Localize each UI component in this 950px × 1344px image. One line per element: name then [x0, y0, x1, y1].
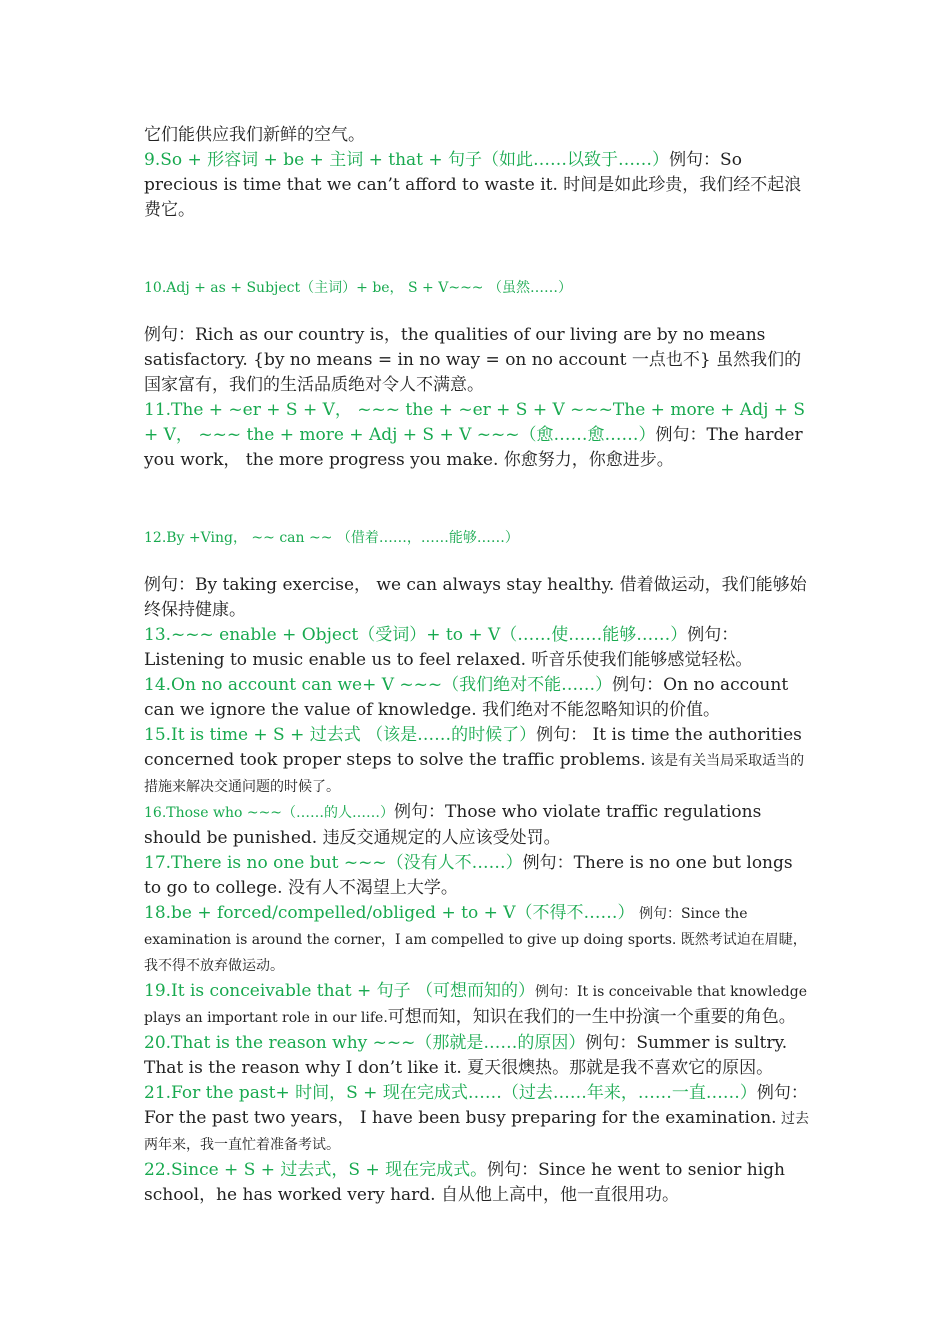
sentence-pattern-12-example: 例句：By taking exercise， we can always stay healthy. 借着做运动，我们能够始终保持健康。 — [144, 575, 807, 620]
sentence-pattern-10-formula: 10.Adj + as + Subject（主词）+ be， S + V~~~ （虽然……） — [144, 280, 572, 296]
sentence-pattern-15 — [144, 723, 814, 800]
pattern-formula: 15.It is time + S + 过去式 （该是……的时候了） — [144, 725, 537, 745]
pattern-formula: 22.Since + S + 过去式，S + 现在完成式。 — [144, 1160, 488, 1180]
pattern-translation: 该是有关当局采取适当的措施来解决交通问题的时候了。 — [144, 753, 805, 795]
intro-line: 它们能供应我们新鲜的空气。 — [144, 125, 365, 145]
pattern-example: 例句：For the past two years， I have been busy preparing for the examination. — [144, 1083, 808, 1128]
sentence-pattern-11 — [144, 398, 814, 473]
pattern-formula: 21.For the past+ 时间，S + 现在完成式……（过去……年来，……一直……） — [144, 1083, 757, 1103]
pattern-formula: 11.The + ~er + S + V， ~~~ the + ~er + S + V ~~~The + more + Adj + S + V， ~~~ the + more + Adj + S + V ~~~（愈……愈……） — [144, 400, 806, 445]
sentence-pattern-13 — [144, 623, 814, 673]
pattern-formula: 20.That is the reason why ~~~（那就是……的原因） — [144, 1033, 586, 1053]
sentence-pattern-12-formula: 12.By +Ving， ~~ can ~~ （借着……，……能够……） — [144, 530, 519, 546]
pattern-formula: 14.On no account can we+ V ~~~（我们绝对不能……） — [144, 675, 613, 695]
pattern-example: 例句：Listening to music enable us to feel relaxed. 听音乐使我们能够感觉轻松。 — [144, 625, 753, 670]
sentence-pattern-17 — [144, 851, 814, 901]
pattern-formula: 17.There is no one but ~~~（没有人不……） — [144, 853, 523, 873]
document-body — [144, 123, 814, 1208]
pattern-translation: 可想而知，知识在我们的一生中扮演一个重要的角色。 — [387, 1007, 796, 1027]
sentence-pattern-18 — [144, 901, 814, 979]
sentence-pattern-20 — [144, 1031, 814, 1081]
pattern-example: 例句：Since the examination is around the corner，I am compelled to give up doing sports. 既然考试迫在眉睫，我不得不放弃做运动。 — [144, 906, 807, 974]
pattern-formula: 13.~~~ enable + Object（受词）+ to + V（……使……能够……） — [144, 625, 688, 645]
pattern-example: 例句：So precious is time that we can’t afford to waste it. 时间是如此珍贵，我们经不起浪费它。 — [144, 150, 802, 220]
pattern-formula: 9.So + 形容词 + be + 主词 + that + 句子（如此……以致于……） — [144, 150, 670, 170]
pattern-formula: 19.It is conceivable that + 句子 （可想而知的） — [144, 981, 535, 1001]
pattern-formula: 16.Those who ~~~（……的人……） — [144, 805, 395, 821]
pattern-example: 例句：Those who violate traffic regulations should be punished. 违反交通规定的人应该受处罚。 — [144, 802, 762, 848]
pattern-example: 例句： It is time the authorities concerned took proper steps to solve the traffic problems. — [144, 725, 802, 770]
pattern-example: 例句：On no account can we ignore the value of knowledge. 我们绝对不能忽略知识的价值。 — [144, 675, 789, 720]
sentence-pattern-21 — [144, 1081, 814, 1158]
pattern-translation: 过去两年来，我一直忙着准备考试。 — [144, 1111, 810, 1153]
sentence-pattern-14 — [144, 673, 814, 723]
pattern-example: 例句：Summer is sultry. That is the reason why I don’t like it. 夏天很燠热。那就是我不喜欢它的原因。 — [144, 1033, 788, 1078]
sentence-pattern-10-example: 例句：Rich as our country is，the qualities of our living are by no means satisfactory. {by no means = in no way = on no account 一点也不} 虽然我们的国家富有，我们的生活品质绝对令人不满意。 — [144, 325, 802, 395]
sentence-pattern-9 — [144, 148, 814, 223]
pattern-formula: 18.be + forced/compelled/obliged + to + V（不得不……） — [144, 903, 635, 923]
sentence-pattern-16 — [144, 800, 814, 851]
sentence-pattern-22 — [144, 1158, 814, 1208]
pattern-example: 例句：There is no one but longs to go to college. 没有人不渴望上大学。 — [144, 853, 793, 898]
sentence-pattern-19 — [144, 979, 814, 1031]
pattern-example: 例句：The harder you work， the more progress you make. 你愈努力，你愈进步。 — [144, 425, 803, 470]
pattern-example: 例句：Since he went to senior high school，he has worked very hard. 自从他上高中，他一直很用功。 — [144, 1160, 785, 1205]
pattern-example: 例句：It is conceivable that knowledge plays an important role in our life. — [144, 984, 807, 1026]
